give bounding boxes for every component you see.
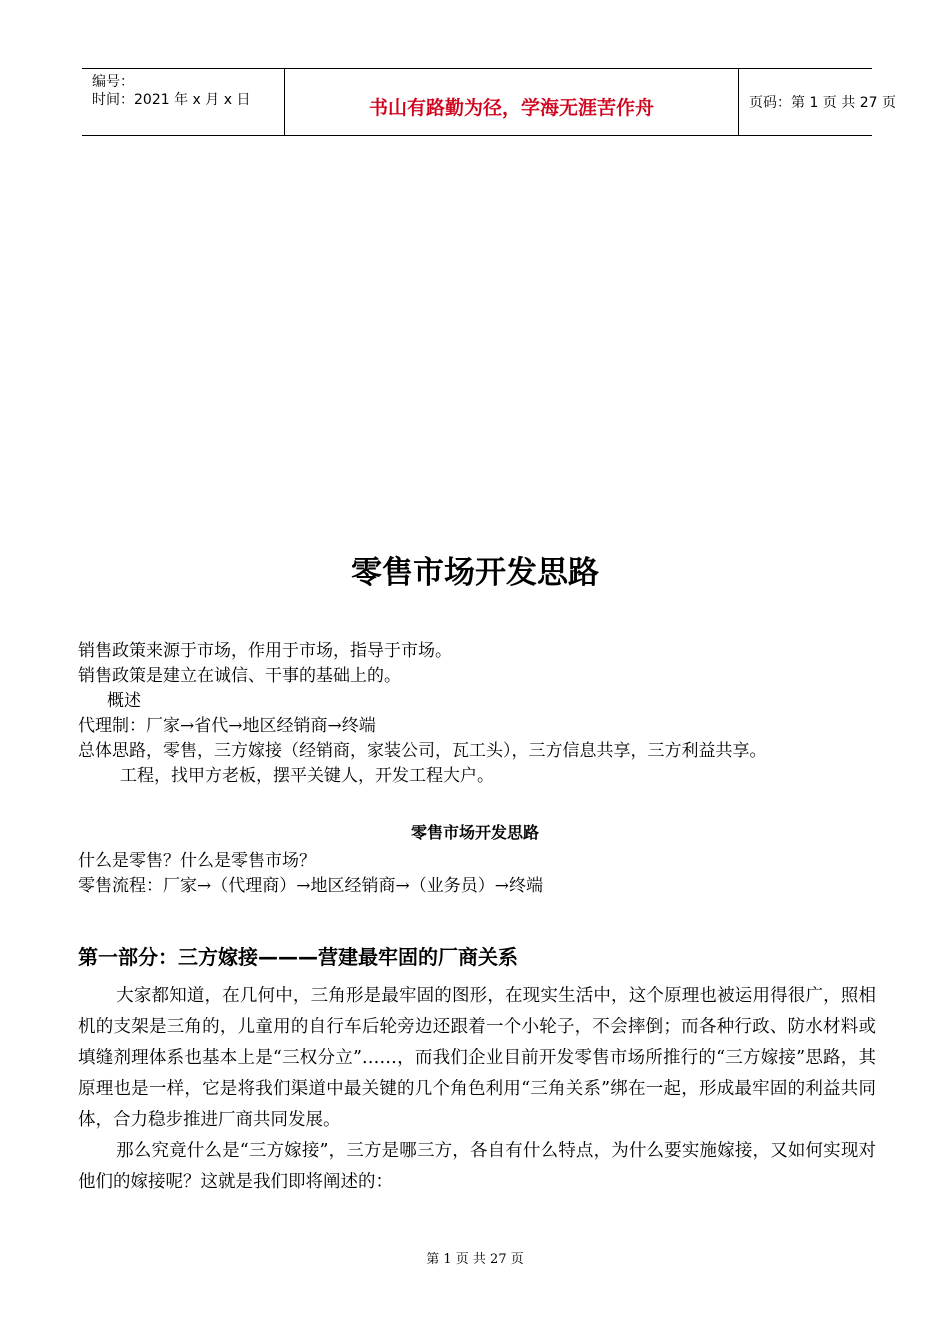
intro-line-overview: 概述 — [107, 691, 141, 711]
section-line-question: 什么是零售？什么是零售市场？ — [78, 851, 316, 871]
part-one-heading: 第一部分：三方嫁接———营建最牢固的厂商关系 — [78, 945, 518, 969]
paragraph-triangle-text: 大家都知道，在几何中，三角形是最牢固的图形，在现实生活中，这个原理也被运用得很广，照相机的支架是三角的，儿童用的自行车后轮旁边还跟着一个小轮子，不会摔倒；而各种行政、防水材料或填缝剂理体系也基本上是“三权分立”……，而我们企业目前开发零售市场所推行的“三方嫁接”思路，其原理也是一样，它是将我们渠道中最关键的几个角色利用“三角关系”绑在一起，形成最牢固的利益共同体，合力稳步推进厂商共同发展。 — [78, 986, 876, 1130]
intro-line-2: 销售政策是建立在诚信、干事的基础上的。 — [78, 666, 401, 686]
page-footer: 第 1 页 共 27 页 — [426, 1252, 524, 1267]
header-motto: 书山有路勤为径，学海无涯苦作舟 — [368, 97, 654, 119]
section-title: 零售市场开发思路 — [410, 823, 539, 842]
paragraph-question — [78, 1136, 876, 1198]
header-page-info: 页码：第 1 页 共 27 页 — [749, 95, 896, 111]
document-number-label: 编号： — [92, 74, 134, 90]
section-line-flow: 零售流程：厂家→（代理商）→地区经销商→（业务员）→终端 — [78, 876, 543, 896]
document-title: 零售市场开发思路 — [351, 555, 599, 591]
header-middle-cell — [284, 69, 739, 135]
intro-line-1: 销售政策来源于市场，作用于市场，指导于市场。 — [78, 641, 452, 661]
header-right-cell — [739, 69, 896, 135]
document-time-label: 时间：2021 年 x 月 x 日 — [92, 92, 251, 108]
paragraph-question-text: 那么究竟什么是“三方嫁接”，三方是哪三方，各自有什么特点，为什么要实施嫁接，又如何实现对他们的嫁接呢？这就是我们即将阐述的： — [78, 1141, 876, 1192]
paragraph-triangle — [78, 981, 876, 1136]
intro-line-strategy: 总体思路，零售，三方嫁接（经销商，家装公司，瓦工头），三方信息共享，三方利益共享。 — [78, 741, 767, 761]
intro-line-agency: 代理制：厂家→省代→地区经销商→终端 — [78, 716, 376, 736]
header-left-cell — [82, 69, 284, 135]
intro-line-engineering: 工程，找甲方老板，摆平关键人，开发工程大户。 — [120, 766, 494, 786]
document-header — [82, 68, 896, 136]
